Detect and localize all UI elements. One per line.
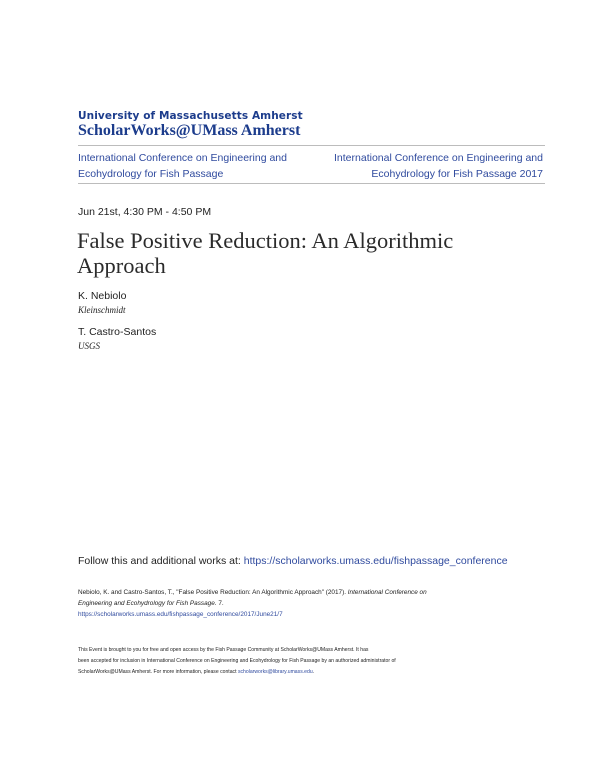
university-name[interactable]: University of Massachusetts Amherst xyxy=(78,110,303,122)
citation-line1 xyxy=(78,587,548,598)
citation-suffix: . 7. xyxy=(214,600,224,607)
notice-line3-suffix: . xyxy=(312,669,315,675)
conference-series-line1: International Conference on Engineering and xyxy=(78,152,287,164)
notice-line1: This Event is brought to you for free and open access by the Fish Passage Community at ScholarWorks@UMass Amherst. It has xyxy=(78,647,369,653)
paper-title xyxy=(77,228,497,278)
citation-venue-line1: International Conference on xyxy=(347,589,427,596)
conference-event-link[interactable] xyxy=(300,150,543,182)
notice-line3 xyxy=(78,667,548,678)
author-affiliation: Kleinschmidt xyxy=(78,305,126,315)
follow-label: Follow this and additional works at: xyxy=(78,555,244,567)
conference-series-line2: Ecohydrology for Fish Passage xyxy=(78,168,224,180)
notice-line3-prefix: ScholarWorks@UMass Amherst. For more information, please contact xyxy=(78,669,238,675)
follow-works-line xyxy=(78,555,508,567)
conference-event-line1: International Conference on Engineering and xyxy=(334,152,543,164)
session-date-time: Jun 21st, 4:30 PM - 4:50 PM xyxy=(78,206,212,218)
author-name: K. Nebiolo xyxy=(78,290,127,302)
conference-event-line2: Ecohydrology for Fish Passage 2017 xyxy=(371,168,543,180)
repository-name[interactable]: ScholarWorks@UMass Amherst xyxy=(78,122,301,139)
citation-line2 xyxy=(78,598,548,609)
contact-email-link[interactable]: scholarworks@library.umass.edu xyxy=(237,669,313,675)
follow-link[interactable]: https://scholarworks.umass.edu/fishpassage_conference xyxy=(243,555,508,567)
recommended-citation xyxy=(78,587,548,620)
citation-authors-title: Nebiolo, K. and Castro-Santos, T., "False Positive Reduction: An Algorithmic Approach" (2017). xyxy=(78,589,348,596)
paper-title-line1: False Positive Reduction: An Algorithmic xyxy=(77,228,454,253)
conference-series-link[interactable] xyxy=(78,150,318,182)
bottom-divider xyxy=(78,183,545,184)
author-affiliation: USGS xyxy=(78,341,100,351)
citation-venue-line2: Engineering and Ecohydrology for Fish Passage xyxy=(78,600,215,607)
access-notice xyxy=(78,645,548,678)
paper-title-line2: Approach xyxy=(77,253,166,278)
author-name: T. Castro-Santos xyxy=(78,326,157,338)
top-divider xyxy=(78,145,545,146)
citation-url[interactable]: https://scholarworks.umass.edu/fishpassage_conference/2017/June21/7 xyxy=(78,611,283,618)
notice-line2: been accepted for inclusion in International Conference on Engineering and Ecohydrology for Fish Passage by an authorized administrator of xyxy=(78,658,396,664)
